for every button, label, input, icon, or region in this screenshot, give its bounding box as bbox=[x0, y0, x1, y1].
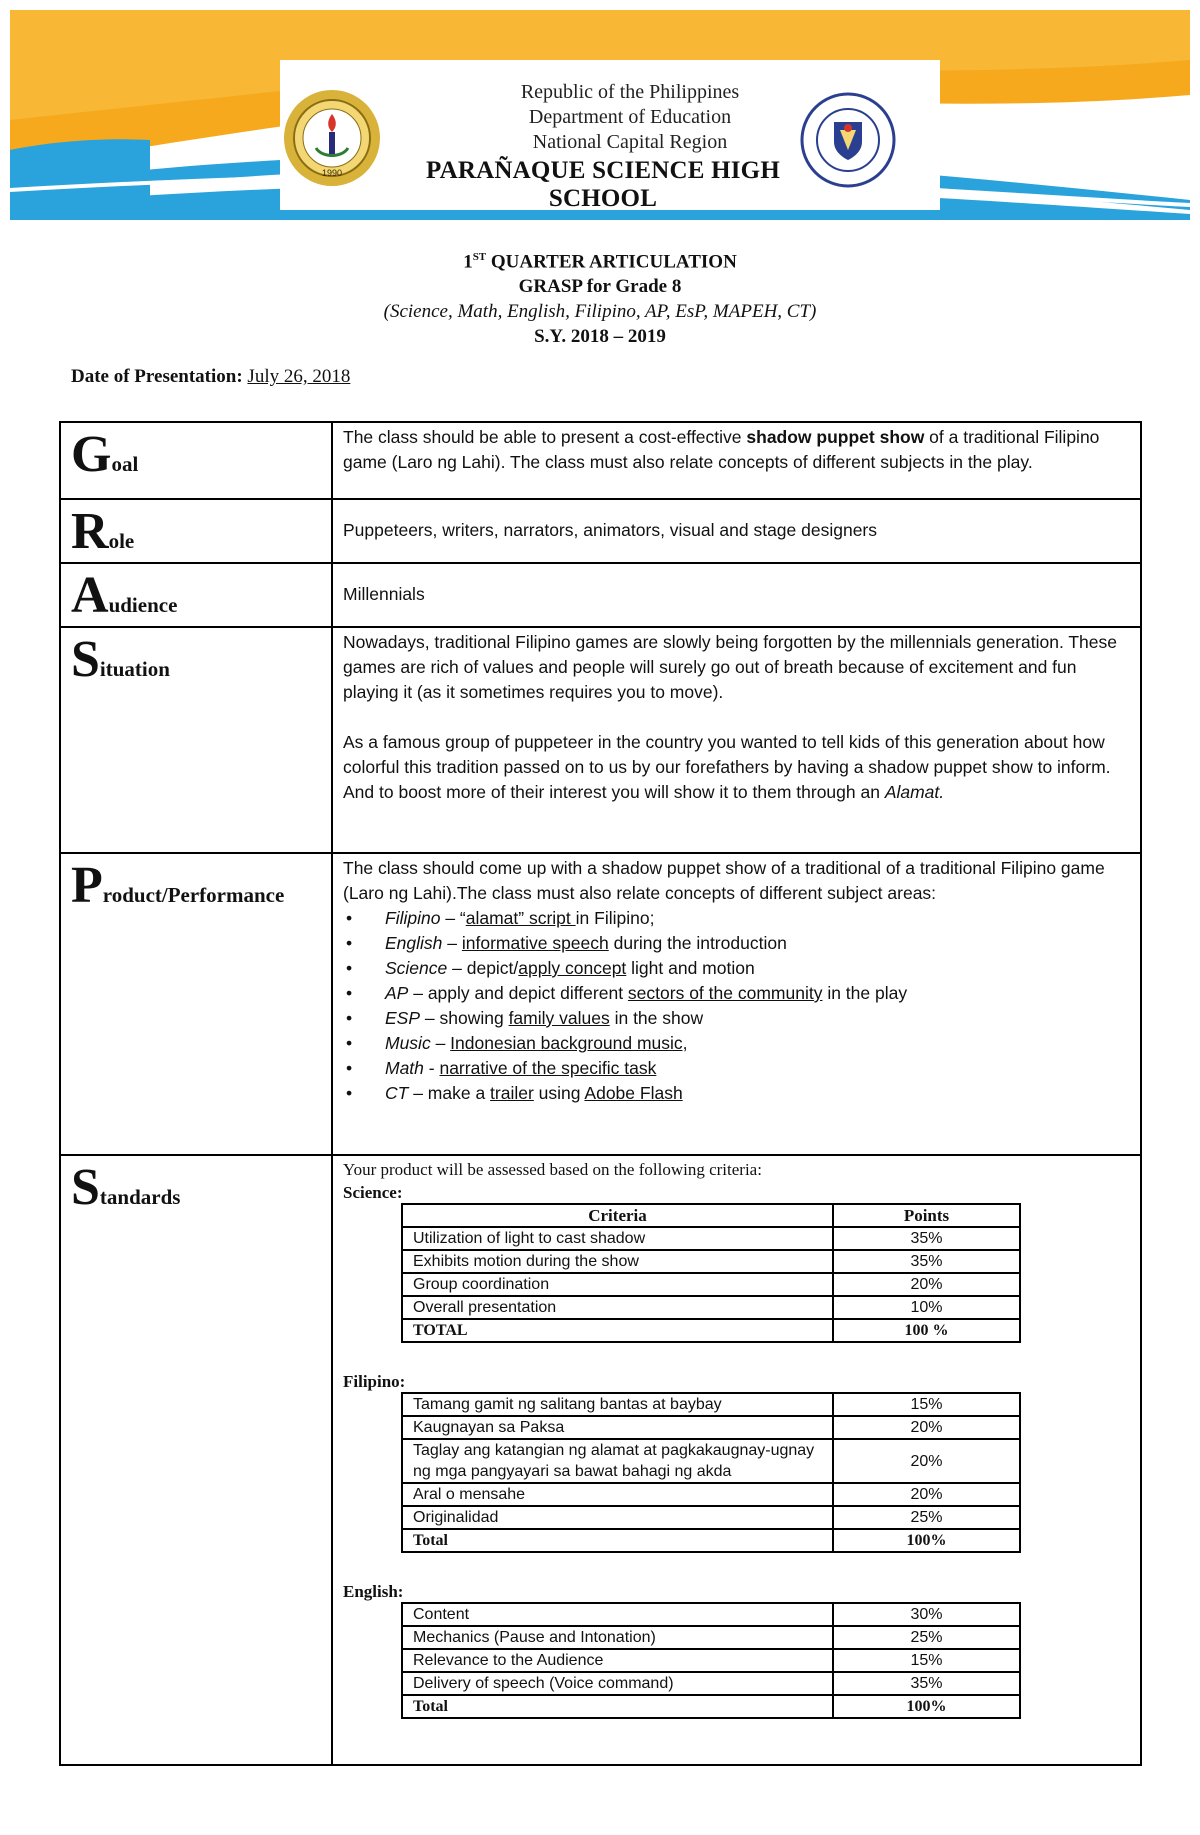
filipino-criteria-points: 20% bbox=[833, 1416, 1020, 1439]
product-item-u1: informative speech bbox=[461, 933, 609, 953]
product-item-subject: Science bbox=[385, 958, 448, 978]
science-criteria-points: 20% bbox=[833, 1273, 1020, 1296]
grasp-table bbox=[59, 421, 1142, 1766]
product-item-subject: Music bbox=[385, 1033, 431, 1053]
filipino-criteria-points: 20% bbox=[833, 1483, 1020, 1506]
product-letter: P bbox=[71, 857, 103, 914]
situation-rest: ituation bbox=[99, 657, 170, 681]
product-item bbox=[343, 906, 1130, 931]
goal-text: The class should be able to present a cost-effective shadow puppet show of a traditional Filipino game (Laro ng Lahi). The class must also relate concepts of different subjects in the play. bbox=[332, 422, 1141, 499]
standards-row bbox=[60, 1155, 1141, 1765]
filipino-criteria-name: Kaugnayan sa Paksa bbox=[402, 1416, 833, 1439]
science-criteria-table bbox=[401, 1203, 1021, 1343]
goal-row bbox=[60, 422, 1141, 499]
science-total-row bbox=[402, 1319, 1020, 1342]
science-total-value: 100 % bbox=[833, 1319, 1020, 1342]
document-title bbox=[0, 245, 1200, 349]
product-item bbox=[343, 1006, 1130, 1031]
english-total-row bbox=[402, 1695, 1020, 1718]
filipino-criteria-row bbox=[402, 1506, 1020, 1529]
science-criteria-points: 10% bbox=[833, 1296, 1020, 1319]
product-item-u1: family values bbox=[508, 1008, 610, 1028]
standards-letter: S bbox=[71, 1159, 100, 1216]
header-republic: Republic of the Philippines bbox=[520, 81, 740, 103]
product-item-u2: Adobe Flash bbox=[584, 1083, 683, 1103]
english-criteria-points: 30% bbox=[833, 1603, 1020, 1626]
science-total-label: TOTAL bbox=[402, 1319, 833, 1342]
english-criteria-points: 25% bbox=[833, 1626, 1020, 1649]
english-criteria-name: Relevance to the Audience bbox=[402, 1649, 833, 1672]
filipino-criteria-table bbox=[401, 1392, 1021, 1553]
product-item-u1: narrative of the specific task bbox=[439, 1058, 657, 1078]
situation-para2: As a famous group of puppeteer in the country you wanted to tell kids of this generation about how colorful this tradition passed on to us by our forefathers by having a shadow puppet show to inform. And to boost more of their interest you will show it to them through an Alamat. bbox=[343, 732, 1111, 802]
standards-text bbox=[332, 1155, 1141, 1765]
product-item-sep: – “ bbox=[440, 908, 466, 928]
deped-seal-logo bbox=[800, 92, 896, 188]
school-seal-logo bbox=[282, 88, 382, 188]
title-line1: QUARTER ARTICULATION bbox=[486, 251, 737, 273]
product-item-mid: in Filipino; bbox=[575, 908, 655, 928]
science-label: Science: bbox=[343, 1183, 403, 1202]
english-criteria-row bbox=[402, 1603, 1020, 1626]
product-row bbox=[60, 853, 1141, 1155]
date-label: Date of Presentation: bbox=[71, 366, 243, 387]
product-item bbox=[343, 956, 1130, 981]
product-item bbox=[343, 981, 1130, 1006]
title-quarter-sup: ST bbox=[472, 251, 487, 263]
science-criteria-points: 35% bbox=[833, 1227, 1020, 1250]
product-item-subject: English bbox=[385, 933, 443, 953]
role-rest: ole bbox=[108, 529, 135, 553]
science-header-row bbox=[402, 1204, 1020, 1227]
role-row bbox=[60, 499, 1141, 563]
product-item-mid: using bbox=[533, 1083, 585, 1103]
standards-rest: tandards bbox=[99, 1185, 181, 1209]
filipino-criteria-name: Aral o mensahe bbox=[402, 1483, 833, 1506]
role-letter: R bbox=[71, 503, 109, 560]
goal-rest: oal bbox=[111, 452, 139, 476]
filipino-criteria-name: Tamang gamit ng salitang bantas at baybay bbox=[402, 1393, 833, 1416]
product-item-mid: in the show bbox=[609, 1008, 704, 1028]
product-item bbox=[343, 1081, 1130, 1106]
product-rest: roduct/Performance bbox=[102, 883, 285, 907]
audience-letter: A bbox=[71, 567, 109, 624]
product-item-sep: – showing bbox=[420, 1008, 509, 1028]
standards-intro: Your product will be assessed based on the following criteria: bbox=[343, 1160, 762, 1179]
situation-para1: Nowadays, traditional Filipino games are slowly being forgotten by the millennials generation. These games are rich of values and people will surely go out of breath because of excitement and fun playing it (as it sometimes requires you to move). bbox=[343, 632, 1117, 702]
filipino-criteria-row bbox=[402, 1416, 1020, 1439]
science-criteria-name: Overall presentation bbox=[402, 1296, 833, 1319]
product-item-u1: Indonesian background music, bbox=[450, 1033, 688, 1053]
english-label: English: bbox=[343, 1582, 404, 1601]
product-text bbox=[332, 853, 1141, 1155]
title-school-year: S.Y. 2018 – 2019 bbox=[534, 326, 666, 348]
filipino-criteria-row bbox=[402, 1439, 1020, 1483]
product-item-subject: ESP bbox=[385, 1008, 421, 1028]
header-text-block bbox=[470, 80, 790, 155]
english-criteria-row bbox=[402, 1649, 1020, 1672]
role-text: Puppeteers, writers, narrators, animators, visual and stage designers bbox=[332, 499, 1141, 563]
product-item-sep: – apply and depict different bbox=[408, 983, 628, 1003]
english-criteria-name: Content bbox=[402, 1603, 833, 1626]
title-line2: GRASP for Grade 8 bbox=[518, 276, 682, 298]
filipino-criteria-row bbox=[402, 1483, 1020, 1506]
product-item-sep: – depict/ bbox=[447, 958, 519, 978]
science-criteria-name: Utilization of light to cast shadow bbox=[402, 1227, 833, 1250]
science-criteria-row bbox=[402, 1227, 1020, 1250]
audience-text: Millennials bbox=[332, 563, 1141, 627]
situation-row bbox=[60, 627, 1141, 853]
date-value: July 26, 2018 bbox=[247, 366, 351, 387]
product-item-mid: light and motion bbox=[626, 958, 755, 978]
criteria-header: Criteria bbox=[402, 1204, 833, 1227]
product-item-sep: – bbox=[442, 933, 462, 953]
product-item-mid: during the introduction bbox=[608, 933, 787, 953]
audience-row bbox=[60, 563, 1141, 627]
english-criteria-table bbox=[401, 1602, 1021, 1719]
product-item bbox=[343, 931, 1130, 956]
english-criteria-points: 15% bbox=[833, 1649, 1020, 1672]
goal-letter: G bbox=[71, 426, 112, 483]
points-header: Points bbox=[833, 1204, 1020, 1227]
filipino-total-value: 100% bbox=[833, 1529, 1020, 1552]
product-item-subject: Filipino bbox=[385, 908, 441, 928]
product-list bbox=[343, 906, 1130, 1106]
science-criteria-row bbox=[402, 1250, 1020, 1273]
product-item-mid: in the play bbox=[822, 983, 908, 1003]
situation-letter: S bbox=[71, 631, 100, 688]
product-item bbox=[343, 1031, 1130, 1056]
header-department: Department of Education bbox=[528, 106, 732, 128]
filipino-label: Filipino: bbox=[343, 1372, 406, 1391]
filipino-total-label: Total bbox=[402, 1529, 833, 1552]
product-item-subject: CT bbox=[385, 1083, 409, 1103]
product-item-sep: - bbox=[423, 1058, 440, 1078]
english-criteria-row bbox=[402, 1672, 1020, 1695]
science-criteria-points: 35% bbox=[833, 1250, 1020, 1273]
science-criteria-row bbox=[402, 1296, 1020, 1319]
english-criteria-name: Delivery of speech (Voice command) bbox=[402, 1672, 833, 1695]
science-criteria-name: Exhibits motion during the show bbox=[402, 1250, 833, 1273]
product-item-u1: alamat” script bbox=[465, 908, 576, 928]
science-criteria-row bbox=[402, 1273, 1020, 1296]
filipino-criteria-row bbox=[402, 1393, 1020, 1416]
filipino-criteria-name: Taglay ang katangian ng alamat at pagkakaugnay-ugnay ng mga pangyayari sa bawat bahagi ng akda bbox=[402, 1439, 833, 1483]
header-region: National Capital Region bbox=[532, 131, 728, 153]
science-criteria-name: Group coordination bbox=[402, 1273, 833, 1296]
title-quarter-number: 1 bbox=[463, 251, 473, 273]
filipino-total-row bbox=[402, 1529, 1020, 1552]
situation-text bbox=[332, 627, 1141, 853]
english-total-value: 100% bbox=[833, 1695, 1020, 1718]
audience-rest: udience bbox=[108, 593, 178, 617]
product-intro: The class should come up with a shadow puppet show of a traditional of a traditional Filipino game (Laro ng Lahi).The class must also relate concepts of different subject areas: bbox=[343, 858, 1105, 903]
product-item bbox=[343, 1056, 1130, 1081]
product-item-sep: – bbox=[430, 1033, 451, 1053]
filipino-criteria-points: 15% bbox=[833, 1393, 1020, 1416]
product-item-u1: sectors of the community bbox=[627, 983, 823, 1003]
seal-year: 1990 bbox=[321, 168, 343, 178]
filipino-criteria-name: Originalidad bbox=[402, 1506, 833, 1529]
product-item-u1: trailer bbox=[490, 1083, 534, 1103]
english-criteria-points: 35% bbox=[833, 1672, 1020, 1695]
title-subjects: (Science, Math, English, Filipino, AP, EsP, MAPEH, CT) bbox=[383, 301, 817, 323]
filipino-criteria-points: 25% bbox=[833, 1506, 1020, 1529]
product-item-sep: – make a bbox=[408, 1083, 491, 1103]
date-of-presentation bbox=[71, 366, 350, 388]
product-item-subject: AP bbox=[385, 983, 409, 1003]
english-total-label: Total bbox=[402, 1695, 833, 1718]
english-criteria-name: Mechanics (Pause and Intonation) bbox=[402, 1626, 833, 1649]
filipino-criteria-points: 20% bbox=[833, 1439, 1020, 1483]
school-name: PARAÑAQUE SCIENCE HIGH SCHOOL bbox=[426, 157, 780, 212]
product-item-u1: apply concept bbox=[518, 958, 627, 978]
product-item-subject: Math bbox=[385, 1058, 424, 1078]
english-criteria-row bbox=[402, 1626, 1020, 1649]
